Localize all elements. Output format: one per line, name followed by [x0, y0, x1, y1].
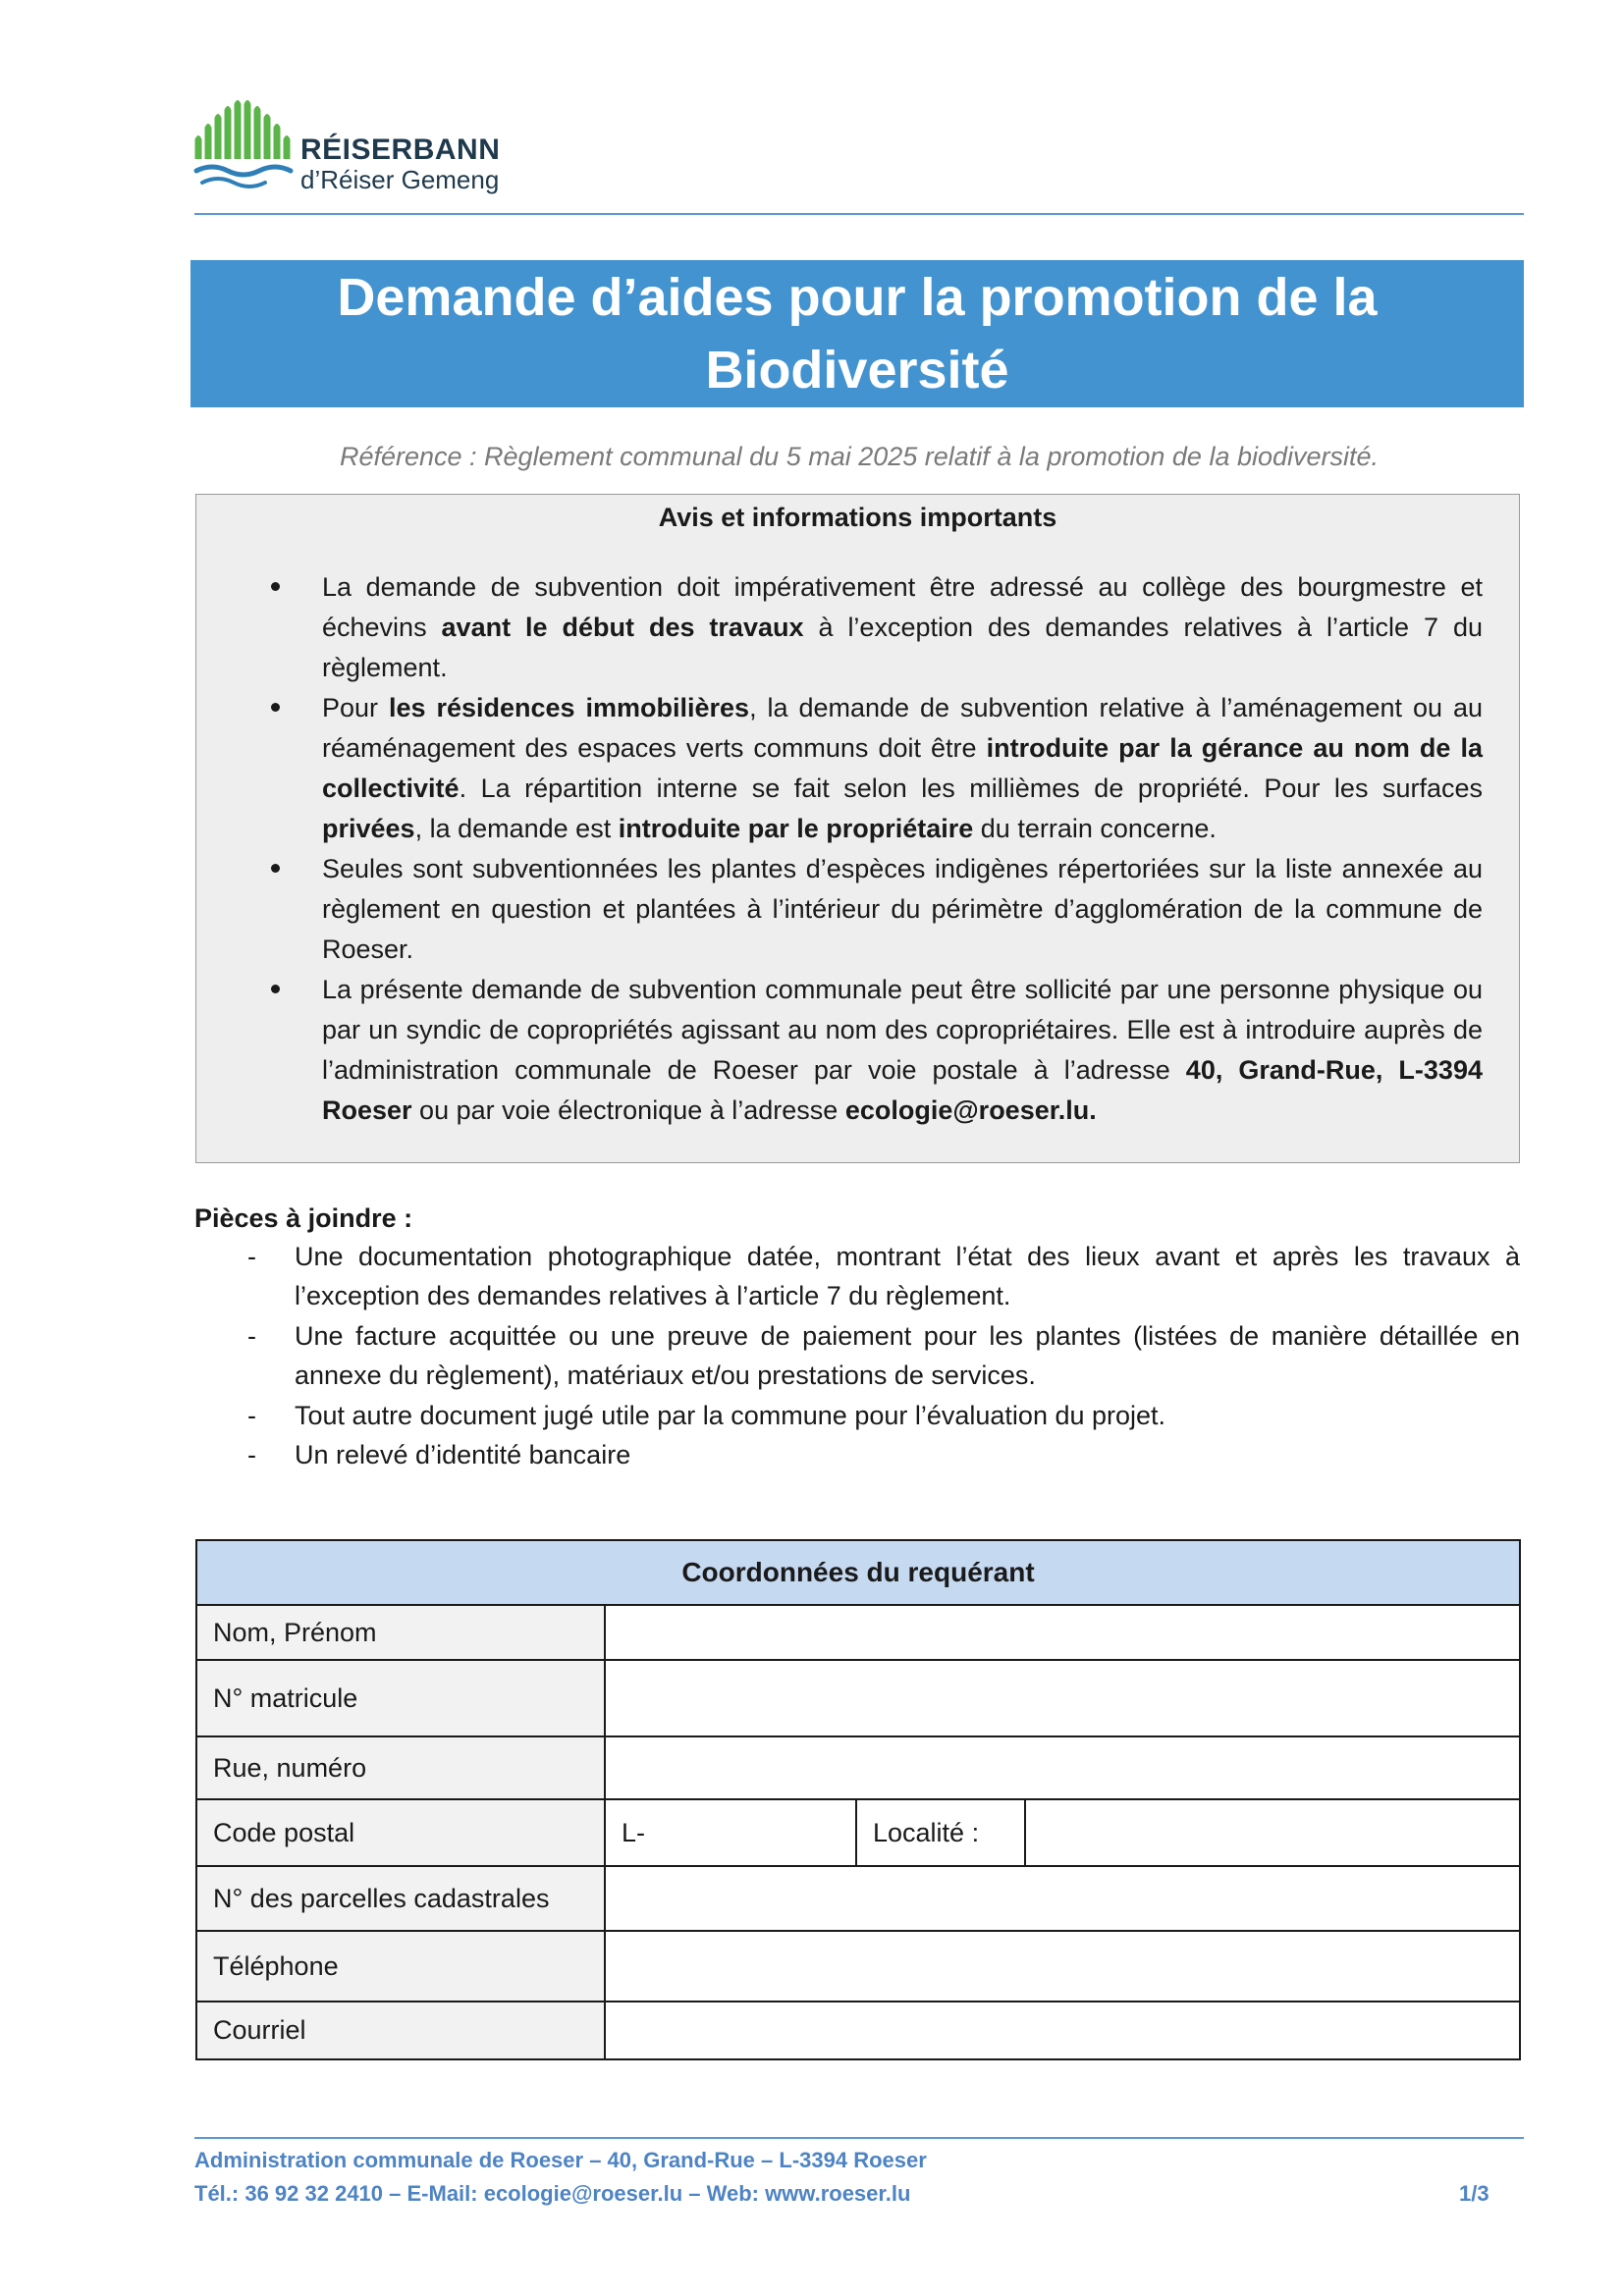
attachment-item [247, 1237, 1520, 1315]
form-row-parcelles [197, 1867, 1519, 1932]
input-localite[interactable] [1026, 1800, 1519, 1865]
reed-logo-icon [192, 94, 295, 188]
label-matricule: N° matricule [197, 1661, 606, 1735]
form-row-courriel [197, 2002, 1519, 2058]
label-telephone: Téléphone [197, 1932, 606, 2001]
list-marker: - [247, 1401, 256, 1430]
localite-label-text: Localité : [873, 1817, 980, 1847]
emphasis-text: ecologie@roeser.lu. [844, 1095, 1097, 1125]
attachment-item [247, 1316, 1520, 1395]
page-number: 1/3 [1459, 2181, 1489, 2206]
form-row-telephone [197, 1932, 1519, 2002]
info-item [322, 849, 1483, 970]
form-row-matricule [197, 1661, 1519, 1737]
title-banner [190, 260, 1524, 407]
info-item [322, 567, 1483, 688]
form-row-nom [197, 1606, 1519, 1661]
bullet-icon [271, 703, 280, 712]
form-row-code-postal [197, 1800, 1519, 1867]
attachment-text: Une facture acquittée ou une preuve de paiement pour les plantes (listées de manière détaillée en annexe du règlement), matériaux et/ou prestations de services. [295, 1321, 1520, 1390]
label-localite [857, 1800, 1026, 1865]
reed-stem [215, 114, 222, 159]
attachment-item [247, 1396, 1520, 1435]
reed-stem [195, 135, 202, 159]
attachment-text: Un relevé d’identité bancaire [295, 1440, 631, 1469]
reed-stem [274, 124, 281, 159]
info-item [322, 688, 1483, 849]
info-item [322, 970, 1483, 1131]
logo-tagline: d’Réiser Gemeng [300, 165, 500, 194]
bullet-icon [271, 582, 280, 591]
emphasis-text: avant le début des travaux [441, 613, 804, 642]
footer-address: Administration communale de Roeser – 40, Grand-Rue – L-3394 Roeser [194, 2148, 927, 2172]
emphasis-text: 40, Grand-Rue, L-3394 Roeser [322, 1055, 1483, 1125]
reed-stem [244, 100, 251, 159]
input-courriel[interactable] [606, 2002, 1519, 2058]
input-code-postal[interactable] [606, 1800, 857, 1865]
logo-title: RÉISERBANN [300, 133, 501, 166]
emphasis-text: introduite par le propriétaire [618, 814, 974, 843]
list-marker: - [247, 1242, 256, 1271]
form-row-rue [197, 1737, 1519, 1800]
attachments-title: Pièces à joindre : [194, 1203, 413, 1233]
applicant-form [195, 1539, 1521, 2060]
label-courriel: Courriel [197, 2002, 606, 2058]
info-text: . La répartition interne se fait selon les millièmes de propriété. Pour les surfaces [459, 774, 1483, 803]
reed-stem [225, 106, 232, 159]
input-matricule[interactable] [606, 1661, 1519, 1735]
attachment-item [247, 1435, 1520, 1474]
page-title: Demande d’aides pour la promotion de la Biodiversité [337, 268, 1378, 400]
reed-stem [264, 114, 271, 159]
info-text: ou par voie électronique à l’adresse [411, 1095, 845, 1125]
list-marker: - [247, 1321, 256, 1351]
code-postal-prefix: L- [622, 1817, 646, 1847]
bullet-icon [271, 864, 280, 873]
info-text: Pour [322, 693, 389, 722]
label-code-postal: Code postal [197, 1800, 606, 1865]
label-nom: Nom, Prénom [197, 1606, 606, 1659]
info-text: La demande de subvention doit impérativement être adressé au collège des bourgmestre et échevins [322, 572, 1483, 642]
label-rue: Rue, numéro [197, 1737, 606, 1798]
info-text: La présente demande de subvention communale peut être sollicité par une personne physique ou par un syndic de copropriétés agissant au nom des copropriétaires. Elle est à introduire auprès de l’administration communale de Roeser par voie postale à l’adresse [322, 975, 1483, 1085]
bullet-icon [271, 985, 280, 993]
important-info-box [195, 494, 1520, 1163]
logo [192, 94, 516, 202]
info-text: à l’exception des demandes relatives à l’article 7 du règlement. [322, 613, 1483, 682]
reed-stem [284, 135, 291, 159]
reed-stem [205, 124, 212, 159]
footer-contact: Tél.: 36 92 32 2410 – E-Mail: ecologie@roeser.lu – Web: www.roeser.lu [194, 2181, 911, 2206]
emphasis-text: privées [322, 814, 415, 843]
input-parcelles[interactable] [606, 1867, 1519, 1930]
attachment-text: Tout autre document jugé utile par la commune pour l’évaluation du projet. [295, 1401, 1166, 1430]
attachment-text: Une documentation photographique datée, montrant l’état des lieux avant et après les travaux à l’exception des demandes relatives à l’article 7 du règlement. [295, 1242, 1520, 1310]
info-text: , la demande de subvention relative à l’aménagement ou au réaménagement des espaces verts communs doit être [322, 693, 1483, 763]
info-text: , la demande est [414, 814, 619, 843]
emphasis-text: introduite par la gérance au nom de la collectivité [322, 733, 1483, 803]
form-title: Coordonnées du requérant [197, 1541, 1519, 1606]
reference-note: Référence : Règlement communal du 5 mai 2025 relatif à la promotion de la biodiversité. [339, 442, 1380, 471]
footer-divider [194, 2137, 1524, 2139]
info-text: du terrain concerne. [973, 814, 1217, 843]
list-marker: - [247, 1440, 256, 1469]
reed-stem [235, 100, 242, 159]
input-telephone[interactable] [606, 1932, 1519, 2001]
info-text: Seules sont subventionnées les plantes d’espèces indigènes répertoriées sur la liste annexée au règlement en question et plantées à l’intérieur du périmètre d’agglomération de la commune de Roeser. [322, 854, 1483, 964]
label-parcelles: N° des parcelles cadastrales [197, 1867, 606, 1930]
info-box-title: Avis et informations importants [658, 503, 1057, 532]
input-rue[interactable] [606, 1737, 1519, 1798]
reed-stem [254, 106, 261, 159]
input-nom[interactable] [606, 1606, 1519, 1659]
header-divider [194, 213, 1524, 215]
emphasis-text: les résidences immobilières [388, 693, 750, 722]
